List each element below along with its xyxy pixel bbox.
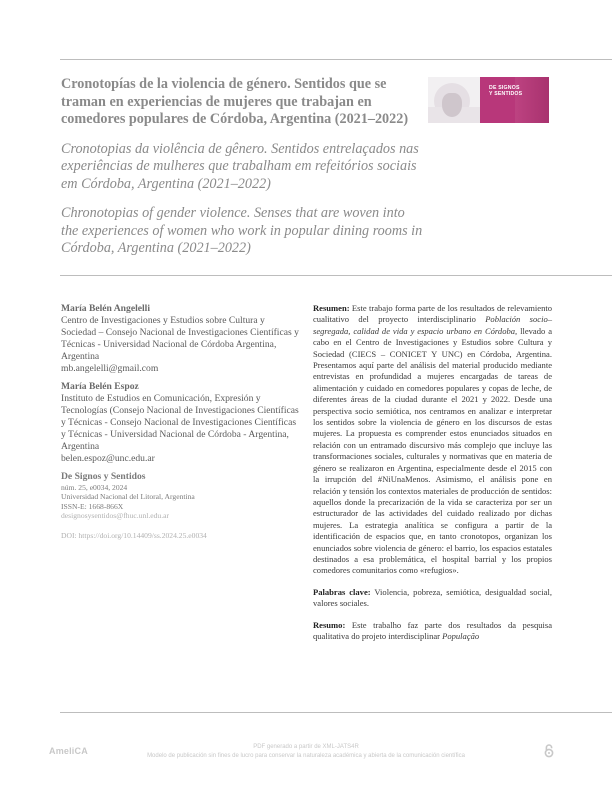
resumen-text-b: llevado a cabo en el Centro de Investigaciones y Estudios sobre Cultura y Sociedad (CIECS – CONICET Y UNC) en Córdoba, Argentina. Presentamos aquí parte del análisis del material producido mediante entrevistas en profundidad a mujeres encargadas de tareas de alimentación y cuidado en comedores populares y copas de leche, de diferentes áreas de la ciudad durante el 2021 y 2022. Desde una perspectiva socio semiótica, nos centramos en analizar e interpretar los sentidos sobre la violencia de género en los discursos de estas mujeres. La propuesta es comprender estos enunciados situados en relación con un entramado discursivo más complejo que incluye las transformaciones sociales, culturales y normativas que en materia de género se realizaron en Argentina, especialmente desde el 2015 con la irrupción del #NiUnaMenos. Asimismo, el análisis pone en relación y tensión los contextos materiales de producción de sentidos: aquellos donde la precarización de la vida se caracteriza por ser un estructurador de las actividades del cuidado realizado por dichas mujeres. La estrategia analítica se configura a partir de la identificación de espacios que, en tanto cronotopos, organizan los enunciados sobre violencia de género: el barrio, los espacios estatales destinados a esa problemática, el hospital barrial y los propios comedores comunitarios como «refugios». — [313, 325, 552, 576]
cover-title-line2: Y SENTIDOS — [489, 91, 523, 97]
journal-name: De Signos y Sentidos — [61, 471, 146, 482]
palabras-text: Violencia, pobreza, semiótica, desigualdad social, valores sociales. — [313, 586, 552, 609]
journal-email[interactable]: designosysentidos@fhuc.unl.edu.ar — [61, 511, 170, 521]
footer-line2: Modelo de publicación sin fines de lucro para conservar la naturaleza académica y abierta de la comunicación científica — [147, 753, 465, 759]
title-block — [61, 76, 423, 258]
doi-link[interactable]: DOI: https://doi.org/10.14409/ss.2024.25.e0034 — [61, 530, 207, 540]
resumo-label: Resumo: — [313, 619, 346, 630]
author-name: María Belén Espoz — [61, 381, 139, 392]
author-affiliation: Centro de Investigaciones y Estudios sobre Cultura y Sociedad – Consejo Nacional de Investigaciones Científicas y Técnicas - Universidad Nacional de Córdoba Argentina, Argentina — [61, 315, 299, 362]
top-rule — [60, 59, 612, 60]
resumen-text-a: Este trabajo forma parte de los resultados de relevamiento cualitativo del proyecto interdisciplinario — [313, 303, 552, 325]
journal-issn: ISSN-E: 1668-866X — [61, 501, 124, 511]
cover-title-line1: DE SIGNOS — [489, 85, 520, 91]
amelica-logo: AmeliCA — [49, 746, 88, 756]
journal-cover-image — [428, 77, 549, 123]
title-spanish: Cronotopías de la violencia de género. Sentidos que se traman en experiencias de mujeres que trabajan en comedores populares de Córdoba, Argentina (2021–2022) — [61, 76, 409, 127]
resumen-label: Resumen: — [313, 303, 350, 313]
author-affiliation: Instituto de Estudios en Comunicación, Expresión y Tecnologías (Consejo Nacional de Investigaciones Científicas y Técnicas - Consejo Nacional de Investigaciones Científicas y Técnicas - Universidad Nacional de Córdoba - Argentina, Argentina — [61, 393, 299, 452]
resumo-text: Este trabalho faz parte dos resultados da pesquisa qualitativa do projeto interdisciplinar — [313, 619, 552, 641]
cover-photo — [428, 77, 480, 123]
title-portuguese: Cronotopias da violência de gênero. Sentidos entrelaçados nas experiências de mulheres que trabalham em refeitórios sociais em Córdoba, Argentina (2021–2022) — [61, 140, 419, 192]
title-rule — [60, 275, 612, 276]
author-email[interactable]: mb.angelelli@gmail.com — [61, 363, 159, 374]
project-title: Población socio–segregada, calidad de vida y espacio urbano en Córdoba, — [313, 314, 552, 336]
footer-rule — [60, 712, 612, 713]
palabras-label: Palabras clave: — [313, 586, 371, 597]
keywords-spanish — [313, 587, 552, 610]
author-info-column — [61, 303, 301, 540]
title-english: Chronotopias of gender violence. Senses that are woven into the experiences of women who work in popular dining rooms in Córdoba, Argentina (2021–2022) — [61, 205, 423, 256]
resumo-italic: População — [442, 630, 480, 641]
journal-issue: núm. 25, e0034, 2024 — [61, 483, 128, 492]
abstract-portuguese — [313, 620, 552, 643]
abstract-column — [313, 303, 552, 642]
footer-line1: PDF generado a partir de XML-JATS4R — [253, 744, 359, 750]
abstract-spanish — [313, 303, 552, 577]
open-access-icon — [544, 744, 554, 758]
author-name: María Belén Angelelli — [61, 303, 150, 314]
journal-university: Universidad Nacional del Litoral, Argentina — [61, 492, 195, 502]
author-email[interactable]: belen.espoz@unc.edu.ar — [61, 453, 155, 464]
cover-magenta-panel — [480, 77, 549, 123]
